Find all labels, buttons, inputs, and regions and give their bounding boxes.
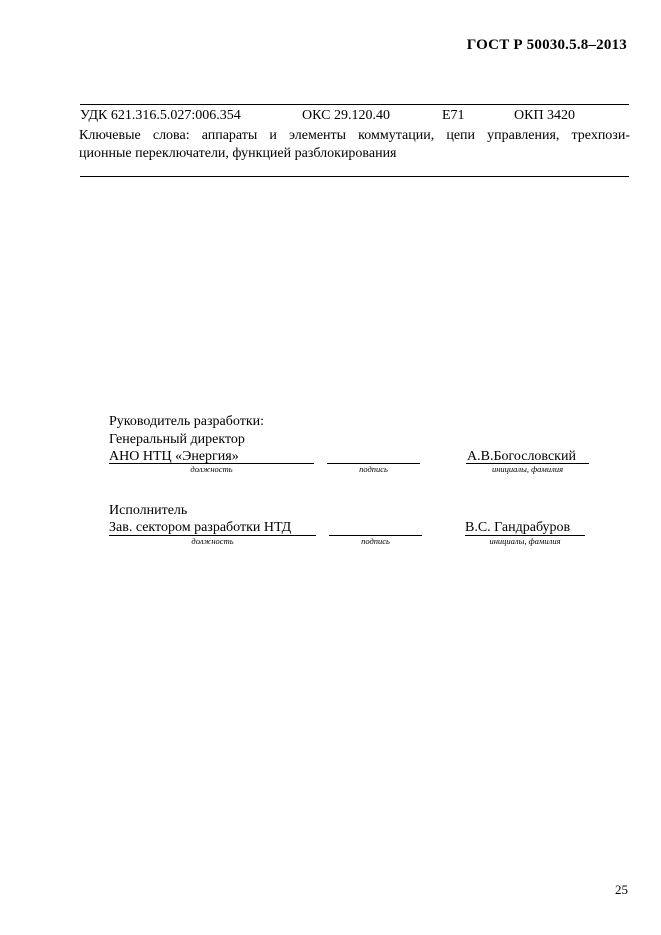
keywords-paragraph (79, 127, 630, 163)
caption-position-2: должность (191, 536, 234, 546)
oks-code: ОКС 29.120.40 (302, 108, 390, 123)
developer-lead-title: Руководитель разработки: (109, 414, 265, 429)
executor-title: Исполнитель (109, 503, 188, 518)
e-code: Е71 (442, 108, 465, 123)
keywords-line-1: Ключевые слова: аппараты и элементы коммутации, цепи управления, трехпози- (79, 128, 630, 143)
page-number: 25 (615, 882, 628, 897)
document-code: ГОСТ Р 50030.5.8–2013 (466, 37, 627, 53)
developer-lead-position: Генеральный директор (109, 432, 245, 447)
udk-code: УДК 621.316.5.027:006.354 (80, 108, 241, 123)
caption-name-2: инициалы, фамилия (489, 536, 561, 546)
caption-signature-1: подпись (359, 464, 388, 474)
executor-name: В.С. Гандрабуров (465, 520, 571, 535)
developer-lead-name: А.В.Богословский (467, 449, 576, 464)
caption-position-1: должность (190, 464, 233, 474)
caption-signature-2: подпись (361, 536, 390, 546)
caption-name-1: инициалы, фамилия (491, 464, 564, 474)
executor-position: Зав. сектором разработки НТД (109, 520, 292, 535)
keywords-line-2: ционные переключатели, функцией разблокирования (79, 146, 397, 161)
developer-lead-organization: АНО НТЦ «Энергия» (109, 449, 239, 464)
bottom-divider (80, 176, 629, 177)
okp-code: ОКП 3420 (514, 108, 576, 123)
top-divider (80, 104, 629, 105)
